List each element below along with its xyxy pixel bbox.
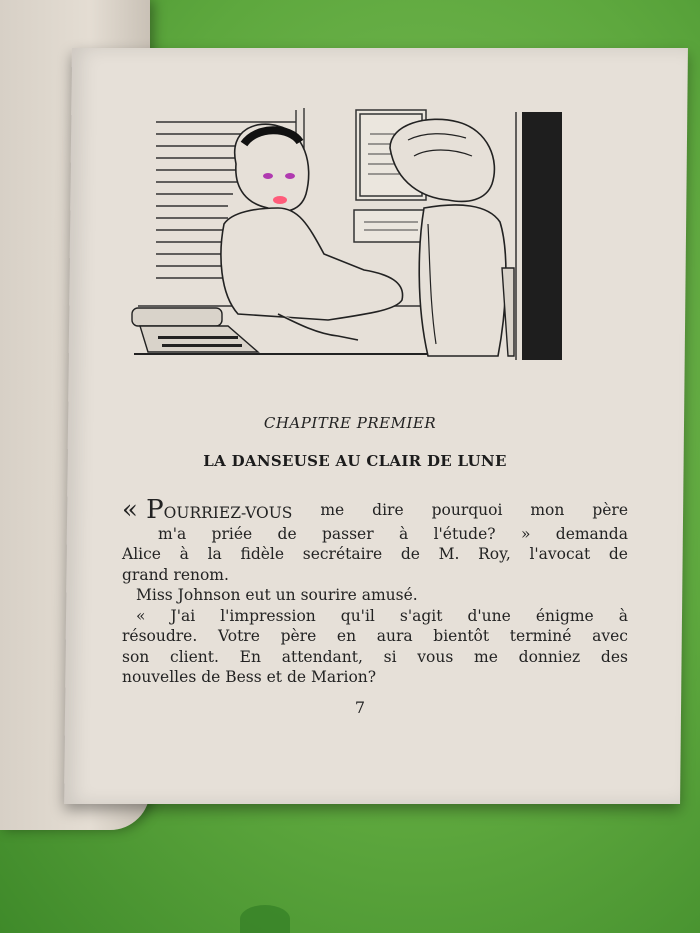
word: aura [376,627,413,645]
smallcaps-word: OURRIEZ-VOUS [163,504,293,522]
word: mon [530,501,565,519]
text-line [122,524,628,545]
word: père [592,501,628,519]
text-line: Miss Johnson eut un sourire amusé. [136,586,418,604]
text-line [122,495,628,525]
word: vous [417,647,454,666]
chapter-illustration [128,104,574,366]
page-number: 7 [354,698,366,717]
text-line: nouvelles de Bess et de Marion? [122,668,377,686]
word: passer [321,524,374,543]
word: Alice [122,545,161,563]
word: à [179,545,189,563]
text-line: grand renom. [122,565,229,584]
body-text [122,495,628,688]
text-line [122,626,628,647]
word: dire [372,501,404,519]
word: Roy, [478,545,511,563]
text-line [122,544,628,565]
text-line [122,647,628,668]
word: fidèle [240,545,285,563]
word: son [122,647,150,666]
word: demanda [555,524,628,543]
word: M. [438,545,460,563]
word: à [618,606,628,625]
chapter-title: LA DANSEUSE AU CLAIR DE LUNE [203,452,507,470]
word: avec [592,627,628,645]
word: en [336,627,357,645]
word: si [383,647,397,666]
word: donniez [518,647,581,666]
word: à [398,524,409,543]
word: d'une [467,606,511,625]
word: me [474,647,498,666]
word: m'a [158,524,187,543]
word: résoudre. [122,627,198,645]
text-line [122,606,628,627]
word: la [207,545,222,563]
word: l'avocat [529,545,591,563]
word: l'impression [220,606,316,625]
word: priée [211,524,253,543]
word: En [239,647,261,666]
word: de [400,545,420,563]
word: énigme [535,606,594,625]
word: terminé [509,627,572,645]
tablecloth-shadow [240,905,290,933]
word: client. [170,647,219,666]
word: de [277,524,297,543]
word: qu'il [340,606,375,625]
word: » [520,524,531,543]
word: des [600,647,628,666]
word: s'agit [399,606,443,625]
paragraph [122,495,628,585]
dropcap-open: « P [122,495,164,525]
word: père [280,627,317,645]
word: l'étude? [433,524,496,543]
chapter-heading: CHAPITRE PREMIER [263,414,437,432]
word: bientôt [433,627,490,645]
word: « [136,606,146,625]
word: secrétaire [302,545,383,563]
paragraph [122,585,628,606]
word: me [320,501,345,519]
paragraph [122,606,628,688]
word: attendant, [281,647,363,666]
word: J'ai [170,606,196,625]
word: Votre [217,627,260,645]
word: pourquoi [431,501,503,519]
word: de [608,545,628,563]
